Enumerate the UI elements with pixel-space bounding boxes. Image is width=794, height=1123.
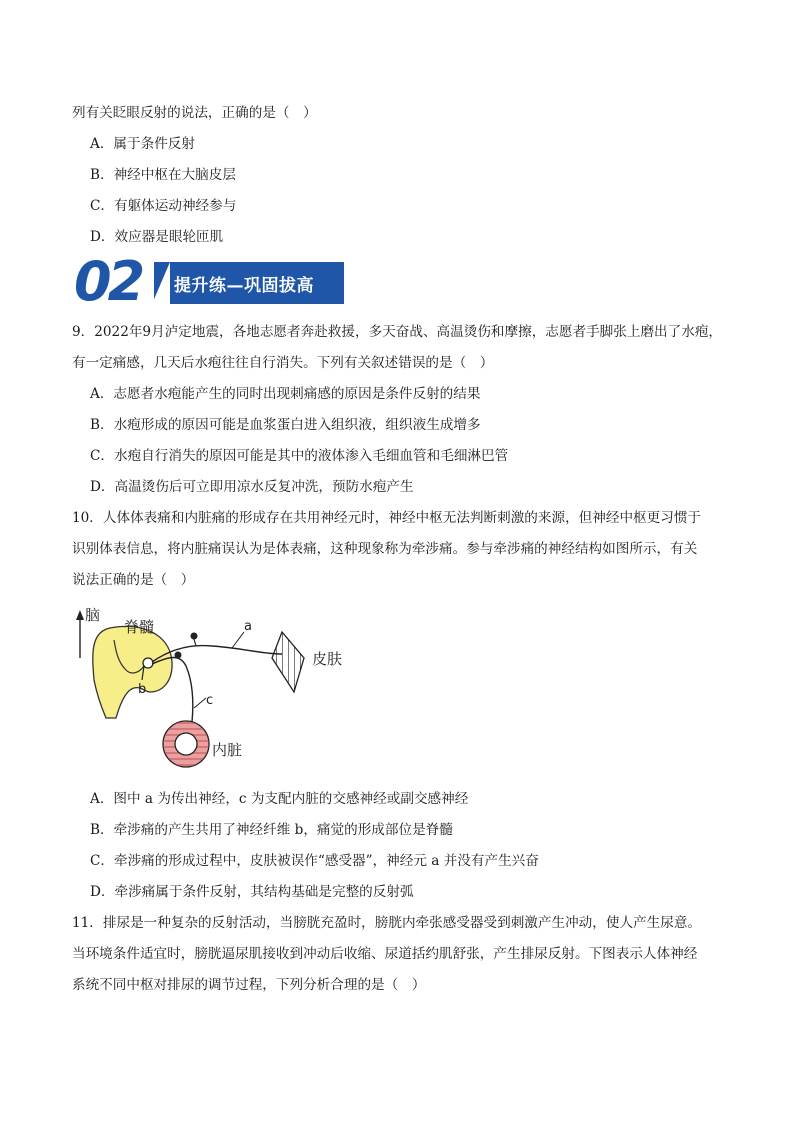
banner-title: 提升练—巩固拔高 [174, 276, 314, 296]
nerve-diagram [72, 600, 372, 775]
nerve-a-ganglion [191, 633, 198, 640]
q10-option-d: D．牵涉痛属于条件反射，其结构基础是完整的反射弧 [90, 884, 414, 900]
viscera-label: 内脏 [212, 741, 243, 759]
q10-stem-line-2: 识别体表信息，将内脏痛误认为是体表痛，这种现象称为牵涉痛。参与牵涉痛的神经结构如图所示，有关 [72, 541, 698, 557]
q10-option-a: A．图中 a 为传出神经，c 为支配内脏的交感神经或副交感神经 [90, 791, 469, 807]
q9-option-a: A．志愿者水疱能产生的同时出现刺痛感的原因是条件反射的结果 [90, 386, 481, 402]
label-b: b [138, 682, 147, 697]
skin-label: 皮肤 [312, 650, 343, 668]
q8-option-d: D．效应器是眼轮匝肌 [90, 229, 224, 245]
nerve-c-ganglion [175, 652, 182, 659]
q10-option-b: B．牵涉痛的产生共用了神经纤维 b，痛觉的形成部位是脊髓 [90, 822, 453, 838]
label-a-leader [232, 632, 244, 648]
banner-slash [152, 262, 170, 304]
q9-stem-line-1: 9．2022年9月泸定地震，各地志愿者奔赴救援，多天奋战、高温烫伤和摩擦，志愿者手脚张上磨出了水疱， [72, 324, 723, 340]
q10-stem-line-3: 说法正确的是（ ） [72, 572, 195, 588]
q9-option-c: C．水疱自行消失的原因可能是其中的液体渗入毛细血管和毛细淋巴管 [90, 448, 509, 464]
q8-option-a: A．属于条件反射 [90, 136, 195, 152]
q8-stem: 列有关眨眼反射的说法，正确的是（ ） [72, 105, 317, 121]
brain-arrow-head [76, 610, 84, 620]
label-c-leader [194, 698, 206, 708]
q9-option-d: D．高温烫伤后可立即用凉水反复冲洗，预防水疱产生 [90, 479, 414, 495]
q10-stem-line-1: 10．人体体表痛和内脏痛的形成存在共用神经元时，神经中枢无法判断刺激的来源，但神经中枢更习惯于 [72, 510, 702, 526]
label-c: c [206, 693, 214, 708]
q9-stem-line-2: 有一定痛感，几天后水疱往往自行消失。下列有关叙述错误的是（ ） [72, 355, 494, 371]
q9-option-b: B．水疱形成的原因可能是血浆蛋白进入组织液，组织液生成增多 [90, 417, 481, 433]
spinal-cord-label: 脊髓 [124, 618, 155, 636]
q8-option-c: C．有躯体运动神经参与 [90, 198, 237, 214]
q11-stem-line-1: 11．排尿是一种复杂的反射活动，当膀胱充盈时，膀胱内牵张感受器受到刺激产生冲动，使人产生尿意。 [72, 915, 702, 931]
viscera-inner [175, 733, 197, 755]
q8-option-b: B．神经中枢在大脑皮层 [90, 167, 236, 183]
q11-stem-line-3: 系统不同中枢对排尿的调节过程，下列分析合理的是（ ） [72, 977, 426, 993]
q10-option-c: C．牵涉痛的形成过程中，皮肤被误作“感受器”，神经元 a 并没有产生兴奋 [90, 853, 539, 869]
section-banner [74, 250, 344, 313]
skin-shape [272, 632, 304, 692]
brain-label: 脑 [85, 606, 101, 624]
label-a: a [244, 619, 252, 634]
nerve-a-ganglion-stem [194, 639, 196, 646]
spinal-cord-shape [93, 626, 172, 718]
q11-stem-line-2: 当环境条件适宜时，膀胱逼尿肌接收到冲动后收缩、尿道括约肌舒张，产生排尿反射。下图表示人体神经 [72, 946, 698, 962]
banner-number: 02 [74, 250, 142, 313]
